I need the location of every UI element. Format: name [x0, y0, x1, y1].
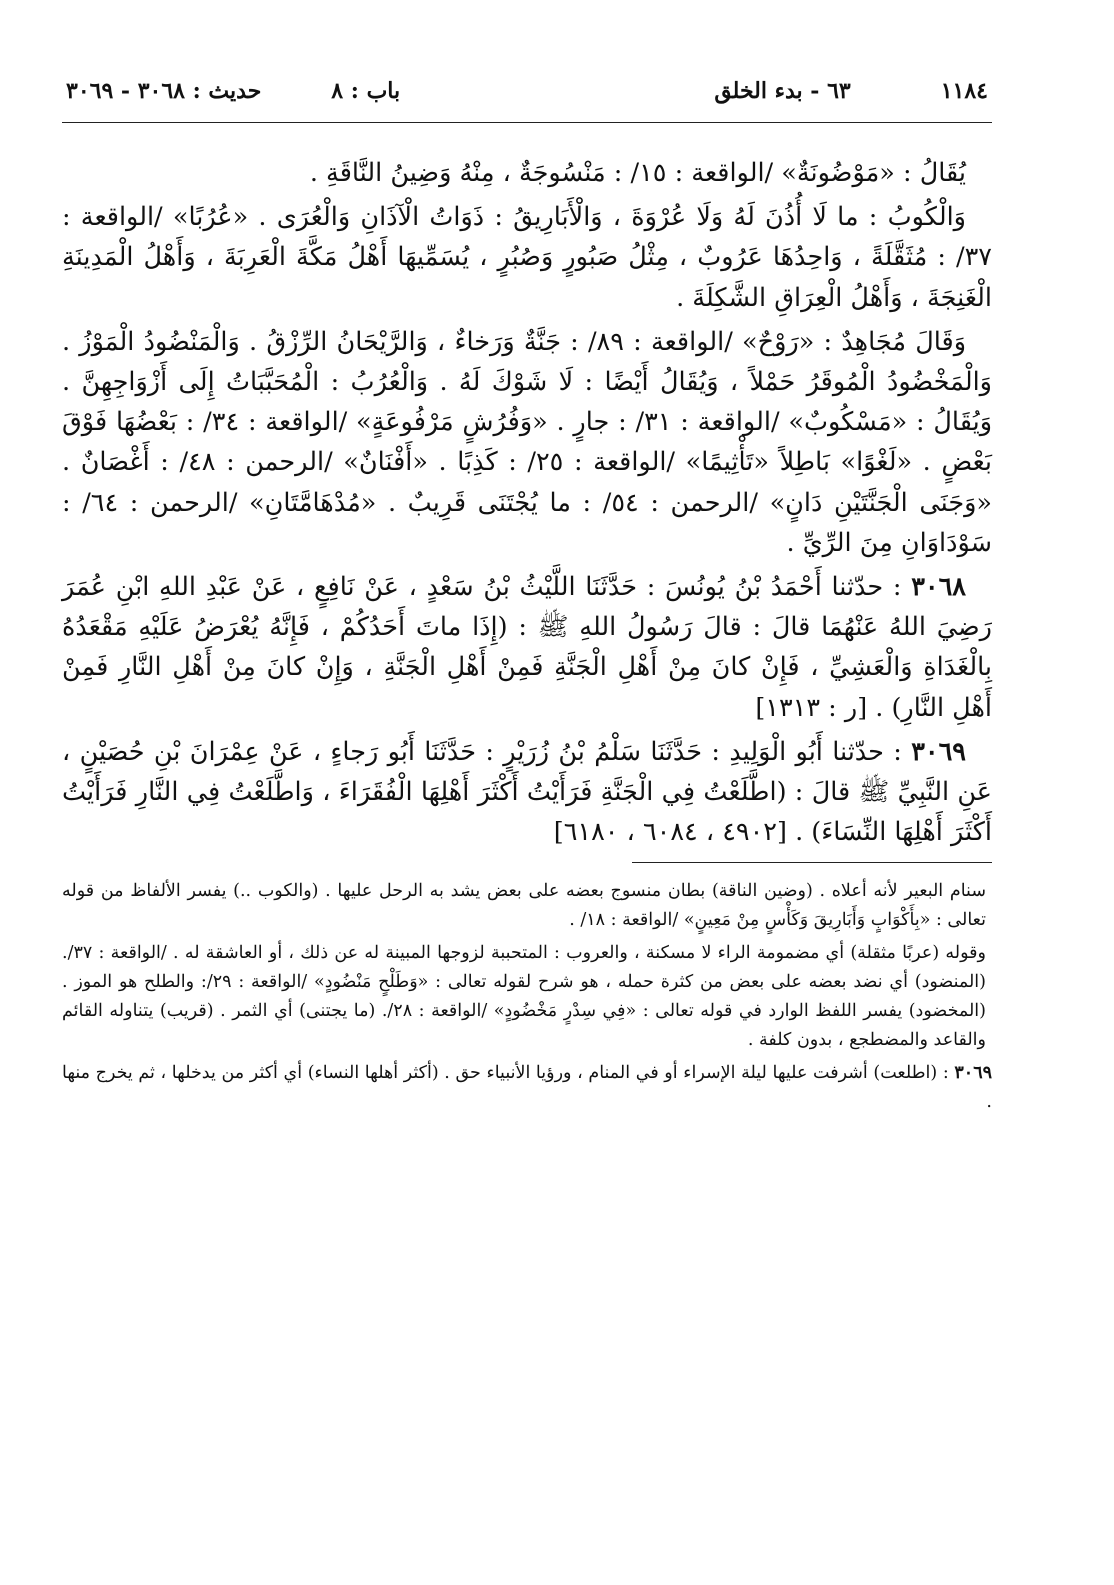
- footnote-3069: [62, 1059, 992, 1117]
- hadith-text: : حدّثنا أَحْمَدُ بْنُ يُونُسَ : حَدَّثَنَا اللَّيْثُ بْنُ سَعْدٍ ، عَنْ نَافِعٍ ، عَنْ عَبْدِ اللهِ ابْنِ عُمَرَ رَضِيَ اللهُ عَنْهُمَا قالَ : قالَ رَسُولُ اللهِ ﷺ : (إِذَا ماتَ أَحَدُكُمْ ، فَإِنَّهُ يُعْرَضُ عَلَيْهِ مَقْعَدُهُ بِالْغَدَاةِ وَالْعَشِيِّ ، فَإِنْ كانَ مِنْ أَهْلِ الْجَنَّةِ فَمِنْ أَهْلِ الْجَنَّةِ ، وَإِنْ كانَ مِنْ أَهْلِ النَّارِ فَمِنْ أَهْلِ النَّارِ) . [ر : ١٣١٣]: [62, 572, 992, 723]
- paragraph-mawdunah: يُقَالُ : «مَوْضُونَةٌ» /الواقعة : ١٥/ : مَنْسُوجَةٌ ، مِنْهُ وَضِينُ النَّاقَةِ .: [309, 158, 966, 188]
- footnote: سنام البعير لأنه أعلاه . (وضين الناقة) بطان منسوج بعضه على بعض يشد به الرحل عليها . (والكوب ..) يفسر الألفاظ من قوله تعالى : «بِأَكْوَابٍ وَأَبَارِيقَ وَكَأْسٍ مِنْ مَعِينٍ» /الواقعة : ١٨/ .: [62, 881, 986, 931]
- hadith-range: حديث : ٣٠٦٨ - ٣٠٦٩: [66, 78, 262, 104]
- book-title: ٦٣ - بدء الخلق: [714, 78, 851, 104]
- running-head: [62, 78, 992, 123]
- main-text: [62, 153, 992, 852]
- hadith-3068: [62, 567, 992, 728]
- footnotes: [62, 877, 992, 1117]
- hadith-number: ٣٠٦٨: [911, 572, 967, 603]
- page-number: ١١٨٤: [940, 78, 988, 104]
- footnote-number: ٣٠٦٩: [954, 1063, 992, 1084]
- footnote: وقوله (عربًا مثقلة) أي مضمومة الراء لا مسكنة ، والعروب : المتحببة لزوجها المبينة له عن ذلك ، أو العاشقة له . /الواقعة : ٣٧/. (المنضود) أي نضد بعضه على بعض من كثرة حمله ، هو شرح لقوله تعالى : «وَطَلْحٍ مَنْضُودٍ» /الواقعة : ٢٩/: والطلح هو الموز . (المخضود) يفسر اللفظ الوارد في قوله تعالى : «فِي سِدْرٍ مَخْضُودٍ» /الواقعة : ٢٨/. (ما يجتنى) أي الثمر . (قريب) يتناوله القائم والقاعد والمضطجع ، بدون كلفة .: [62, 943, 986, 1051]
- paragraph-kub: وَالْكُوبُ : ما لَا أُذُنَ لَهُ وَلَا عُرْوَةَ ، وَالْأَبَارِيقُ : ذَوَاتُ الْآذَانِ وَالْعُرَى . «عُرُبًا» /الواقعة : ٣٧/ : مُثَقَّلَةً ، وَاحِدُهَا عَرُوبٌ ، مِثْلُ صَبُورٍ وَصُبُرٍ ، يُسَمِّيهَا أَهْلُ مَكَّةَ الْعَرِبَةَ ، وَأَهْلُ الْمَدِينَةِ الْغَنِجَةَ ، وَأَهْلُ الْعِرَاقِ الشَّكِلَةَ .: [62, 202, 992, 313]
- book-page: [62, 78, 992, 1121]
- hadith-number: ٣٠٦٩: [911, 736, 967, 767]
- hadith-text: : حدّثنا أَبُو الْوَلِيدِ : حَدَّثَنَا سَلْمُ بْنُ زُرَيْرٍ : حَدَّثَنَا أَبُو رَجاءٍ ، عَنْ عِمْرَانَ بْنِ حُصَيْنٍ ، عَنِ النَّبِيِّ ﷺ قالَ : (اطَّلَعْتُ فِي الْجَنَّةِ فَرَأَيْتُ أَكْثَرَ أَهْلِهَا الْفُقَرَاءَ ، وَاطَّلَعْتُ فِي النَّارِ فَرَأَيْتُ أَكْثَرَ أَهْلِهَا النِّسَاءَ) . [٤٩٠٢ ، ٦٠٨٤ ، ٦١٨٠]: [62, 736, 992, 848]
- running-head-right: [714, 78, 988, 104]
- paragraph-mujahid: وَقَالَ مُجَاهِدٌ : «رَوْحٌ» /الواقعة : ٨٩/ : جَنَّةٌ وَرَخاءٌ ، وَالرَّيْحَانُ الرِّزْقُ . وَالْمَنْضُودُ الْمَوْزُ . وَالْمَخْضُودُ الْمُوقَرُ حَمْلاً ، وَيُقَالُ أَيْضًا : لَا شَوْكَ لَهُ . وَالْعُرُبُ : الْمُحَبَّبَاتُ إِلَى أَزْوَاجِهِنَّ . وَيُقَالُ : «مَسْكُوبٌ» /الواقعة : ٣١/ : جارٍ . «وَفُرُشٍ مَرْفُوعَةٍ» /الواقعة : ٣٤/ : بَعْضُهَا فَوْقَ بَعْضٍ . «لَغْوًا» بَاطِلاً «تَأْثِيمًا» /الواقعة : ٢٥/ : كَذِبًا . «أَفْنَانٌ» /الرحمن : ٤٨/ : أَغْصَانٌ . «وَجَنَى الْجَنَّتَيْنِ دَانٍ» /الرحمن : ٥٤/ : ما يُجْتَنَى قَرِيبٌ . «مُدْهَامَّتَانِ» /الرحمن : ٦٤/ : سَوْدَاوَانِ مِنَ الرِّيِّ .: [62, 326, 993, 558]
- footnote-text: : (اطلعت) أشرفت عليها ليلة الإسراء أو في المنام ، ورؤيا الأنبياء حق . (أكثر أهلها النساء) أي أكثر من يدخلها ، ثم يخرج منها .: [62, 1063, 992, 1113]
- footnote-divider: [632, 862, 992, 863]
- chapter-label: باب : ٨: [331, 78, 401, 104]
- hadith-3069: [62, 732, 992, 853]
- running-head-left: [66, 78, 400, 104]
